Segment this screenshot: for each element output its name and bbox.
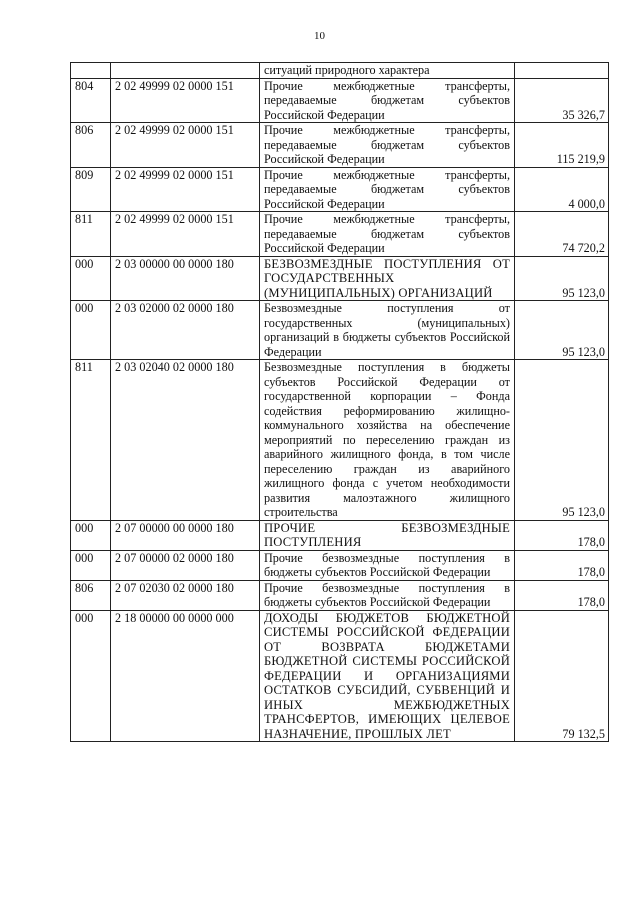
admin-code-cell: 806 (71, 123, 111, 168)
page-number: 10 (314, 30, 325, 42)
admin-code-cell (71, 63, 111, 79)
admin-code-cell: 811 (71, 360, 111, 521)
budget-code-cell: 2 02 49999 02 0000 151 (111, 167, 260, 212)
income-name-cell: Прочие межбюджетные трансферты, передаваемые бюджетам субъектов Российской Федерации (260, 123, 515, 168)
table-row (71, 167, 609, 212)
amount-cell: 4 000,0 (515, 167, 609, 212)
budget-code-cell (111, 63, 260, 79)
table-row (71, 256, 609, 301)
table-row (71, 550, 609, 580)
amount-cell: 95 123,0 (515, 360, 609, 521)
budget-code-cell: 2 03 00000 00 0000 180 (111, 256, 260, 301)
amount-cell: 178,0 (515, 550, 609, 580)
amount-cell: 115 219,9 (515, 123, 609, 168)
admin-code-cell: 000 (71, 550, 111, 580)
income-name-cell: Прочие межбюджетные трансферты, передаваемые бюджетам субъектов Российской Федерации (260, 78, 515, 123)
table-row (71, 580, 609, 610)
income-name-cell: БЕЗВОЗМЕЗДНЫЕ ПОСТУПЛЕНИЯ ОТ ГОСУДАРСТВЕННЫХ (МУНИЦИПАЛЬНЫХ) ОРГАНИЗАЦИЙ (260, 256, 515, 301)
budget-code-cell: 2 07 02030 02 0000 180 (111, 580, 260, 610)
table-row (71, 63, 609, 79)
income-name-cell: ситуаций природного характера (260, 63, 515, 79)
budget-code-cell: 2 02 49999 02 0000 151 (111, 78, 260, 123)
table-row (71, 301, 609, 360)
amount-cell: 178,0 (515, 580, 609, 610)
admin-code-cell: 809 (71, 167, 111, 212)
amount-cell: 95 123,0 (515, 301, 609, 360)
admin-code-cell: 806 (71, 580, 111, 610)
budget-code-cell: 2 18 00000 00 0000 000 (111, 610, 260, 742)
income-name-cell: Безвозмездные поступления в бюджеты субъектов Российской Федерации от государственной корпорации – Фонда содействия реформированию жилищно-коммунального хозяйства на обеспечение мероприятий по переселению граждан из аварийного жилищного фонда, в том числе переселению граждан из аварийного жилищного фонда с учетом необходимости развития малоэтажного жилищного строительства (260, 360, 515, 521)
budget-code-cell: 2 07 00000 02 0000 180 (111, 550, 260, 580)
table-row (71, 520, 609, 550)
amount-cell: 178,0 (515, 520, 609, 550)
income-name-cell: Прочие межбюджетные трансферты, передаваемые бюджетам субъектов Российской Федерации (260, 212, 515, 257)
admin-code-cell: 000 (71, 256, 111, 301)
amount-cell: 35 326,7 (515, 78, 609, 123)
amount-cell (515, 63, 609, 79)
admin-code-cell: 000 (71, 520, 111, 550)
table-row (71, 123, 609, 168)
amount-cell: 95 123,0 (515, 256, 609, 301)
admin-code-cell: 811 (71, 212, 111, 257)
income-name-cell: ПРОЧИЕ БЕЗВОЗМЕЗДНЫЕ ПОСТУПЛЕНИЯ (260, 520, 515, 550)
income-name-cell: Прочие межбюджетные трансферты, передаваемые бюджетам субъектов Российской Федерации (260, 167, 515, 212)
revenue-table-body (71, 63, 609, 742)
table-row (71, 78, 609, 123)
income-name-cell: Прочие безвозмездные поступления в бюджеты субъектов Российской Федерации (260, 580, 515, 610)
amount-cell: 79 132,5 (515, 610, 609, 742)
admin-code-cell: 000 (71, 301, 111, 360)
budget-code-cell: 2 03 02000 02 0000 180 (111, 301, 260, 360)
revenue-table (70, 62, 609, 742)
table-row (71, 610, 609, 742)
budget-code-cell: 2 02 49999 02 0000 151 (111, 212, 260, 257)
income-name-cell: Прочие безвозмездные поступления в бюджеты субъектов Российской Федерации (260, 550, 515, 580)
admin-code-cell: 000 (71, 610, 111, 742)
budget-code-cell: 2 07 00000 00 0000 180 (111, 520, 260, 550)
budget-code-cell: 2 03 02040 02 0000 180 (111, 360, 260, 521)
budget-code-cell: 2 02 49999 02 0000 151 (111, 123, 260, 168)
income-name-cell: ДОХОДЫ БЮДЖЕТОВ БЮДЖЕТНОЙ СИСТЕМЫ РОССИЙСКОЙ ФЕДЕРАЦИИ ОТ ВОЗВРАТА БЮДЖЕТАМИ БЮДЖЕТНОЙ СИСТЕМЫ РОССИЙСКОЙ ФЕДЕРАЦИИ И ОРГАНИЗАЦИЯМИ ОСТАТКОВ СУБСИДИЙ, СУБВЕНЦИЙ И ИНЫХ МЕЖБЮДЖЕТНЫХ ТРАНСФЕРТОВ, ИМЕЮЩИХ ЦЕЛЕВОЕ НАЗНАЧЕНИЕ, ПРОШЛЫХ ЛЕТ (260, 610, 515, 742)
table-row (71, 360, 609, 521)
income-name-cell: Безвозмездные поступления от государственных (муниципальных) организаций в бюджеты субъектов Российской Федерации (260, 301, 515, 360)
admin-code-cell: 804 (71, 78, 111, 123)
table-row (71, 212, 609, 257)
amount-cell: 74 720,2 (515, 212, 609, 257)
